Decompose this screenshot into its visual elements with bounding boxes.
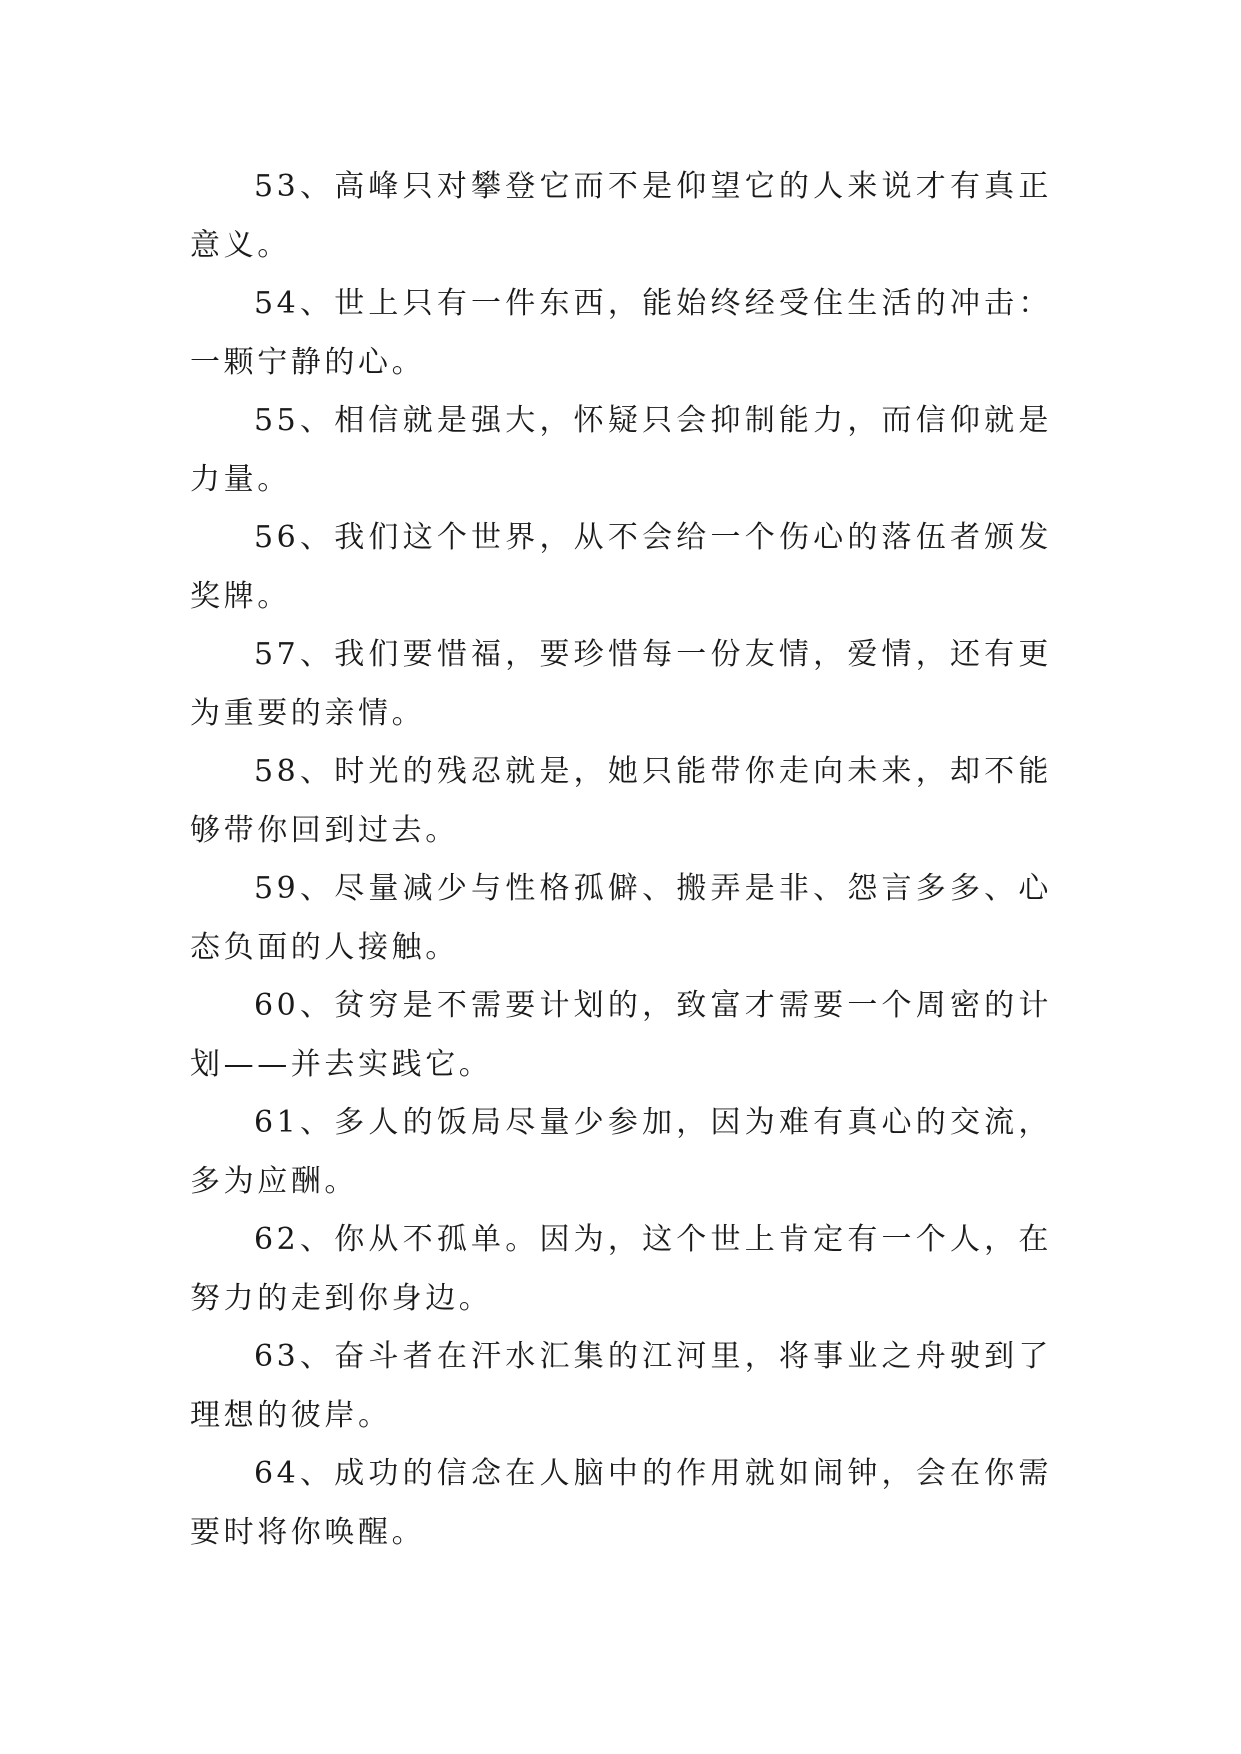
quote-57: 57、我们要惜福，要珍惜每一份友情，爱情，还有更为重要的亲情。 — [190, 637, 1052, 731]
quote-59: 59、尽量减少与性格孤僻、搬弄是非、怨言多多、心态负面的人接触。 — [190, 871, 1052, 965]
quote-list — [190, 158, 1052, 1562]
quote-64: 64、成功的信念在人脑中的作用就如闹钟，会在你需要时将你唤醒。 — [190, 1456, 1052, 1550]
quote-56: 56、我们这个世界，从不会给一个伤心的落伍者颁发奖牌。 — [190, 520, 1052, 614]
quote-55: 55、相信就是强大，怀疑只会抑制能力，而信仰就是力量。 — [190, 403, 1052, 497]
quote-60: 60、贫穷是不需要计划的，致富才需要一个周密的计划——并去实践它。 — [190, 988, 1052, 1082]
quote-61: 61、多人的饭局尽量少参加，因为难有真心的交流，多为应酬。 — [190, 1105, 1052, 1199]
quote-58: 58、时光的残忍就是，她只能带你走向未来，却不能够带你回到过去。 — [190, 754, 1052, 848]
quote-62: 62、你从不孤单。因为，这个世上肯定有一个人，在努力的走到你身边。 — [190, 1222, 1052, 1316]
quote-54: 54、世上只有一件东西，能始终经受住生活的冲击：一颗宁静的心。 — [190, 286, 1052, 380]
quote-63: 63、奋斗者在汗水汇集的江河里，将事业之舟驶到了理想的彼岸。 — [190, 1339, 1052, 1433]
quote-53: 53、高峰只对攀登它而不是仰望它的人来说才有真正意义。 — [190, 169, 1052, 263]
